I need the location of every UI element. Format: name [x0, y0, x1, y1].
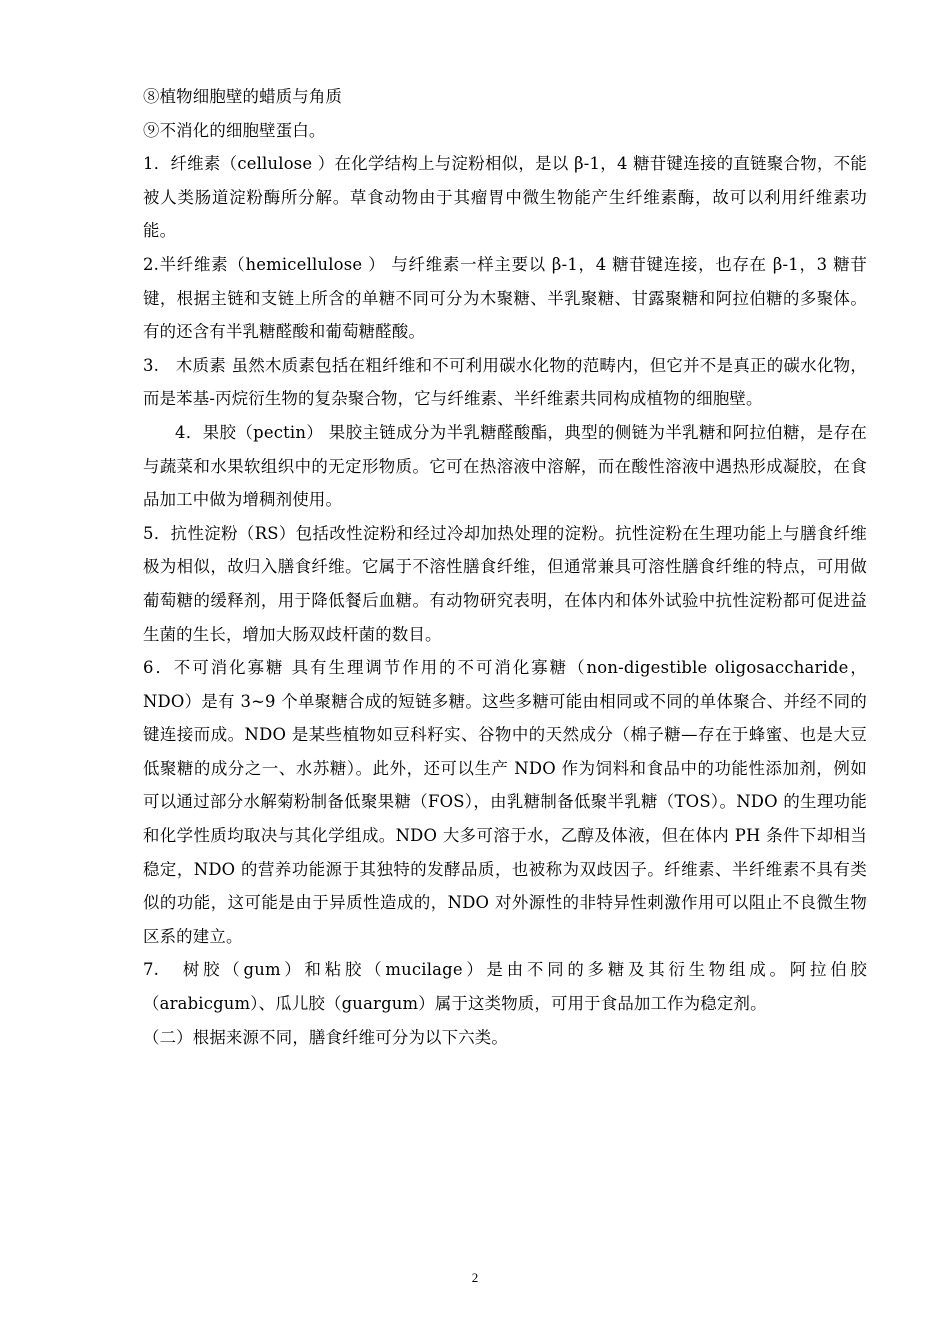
paragraph-pectin: 4．果胶（pectin） 果胶主链成分为半乳糖醛酸酯，典型的侧链为半乳糖和阿拉伯糖，是存在与蔬菜和水果软组织中的无定形物质。它可在热溶液中溶解，而在酸性溶液中遇热形成凝胶，在食品加工中做为增稠剂使用。 — [143, 422, 867, 510]
page-number: 2 — [471, 1270, 479, 1285]
paragraph-gum: 7. 树胶（gum）和粘胶（mucilage）是由不同的多糖及其衍生物组成。阿拉伯胶（arabicgum）、瓜儿胶（guargum）属于这类物质，可用于食品加工作为稳定剂。 — [143, 960, 867, 1014]
paragraph-resistant-starch: 5．抗性淀粉（RS）包括改性淀粉和经过冷却加热处理的淀粉。抗性淀粉在生理功能上与膳食纤维极为相似，故归入膳食纤维。它属于不溶性膳食纤维，但通常兼具可溶性膳食纤维的特点，可用做葡萄糖的缓释剂，用于降低餐后血糖。有动物研究表明，在体内和体外试验中抗性淀粉都可促进益生菌的生长，增加大肠双歧杆菌的数目。 — [143, 523, 867, 644]
paragraph-cellulose: 1．纤维素（cellulose ）在化学结构上与淀粉相似，是以 β-1，4 糖苷键连接的直链聚合物，不能被人类肠道淀粉酶所分解。草食动物由于其瘤胃中微生物能产生纤维素酶，故可以利用纤维素功能。 — [143, 154, 867, 241]
list-item-8: ⑧植物细胞壁的蜡质与角质 — [143, 87, 343, 106]
paragraph-lignin: 3. 木质素 虽然木质素包括在粗纤维和不可利用碳水化物的范畴内，但它并不是真正的碳水化物，而是苯基-丙烷衍生物的复杂聚合物，它与纤维素、半纤维素共同构成植物的细胞壁。 — [143, 355, 867, 409]
section-heading: （二）根据来源不同，膳食纤维可分为以下六类。 — [143, 1027, 508, 1047]
paragraph-ndo: 6．不可消化寡糖 具有生理调节作用的不可消化寡糖（non-digestible oligosaccharide，NDO）是有 3~9 个单聚糖合成的短链多糖。这些多糖可能由相同或不同的单体聚合、并经不同的键连接而成。NDO 是某些植物如豆科籽实、谷物中的天然成分（棉子糖—存在于蜂蜜、也是大豆低聚糖的成分之一、水苏糖）。此外，还可以生产 NDO 作为饲料和食品中的功能性添加剂，例如可以通过部分水解菊粉制备低聚果糖（FOS），由乳糖制备低聚半乳糖（TOS）。NDO 的生理功能和化学性质均取决与其化学组成。NDO 大多可溶于水，乙醇及体液，但在体内 PH 条件下却相当稳定，NDO 的营养功能源于其独特的发酵品质，也被称为双歧因子。纤维素、半纤维素不具有类似的功能，这可能是由于异质性造成的，NDO 对外源性的非特异性刺激作用可以阻止不良微生物区系的建立。 — [143, 658, 867, 946]
list-item-9: ⑨不消化的细胞壁蛋白。 — [143, 120, 326, 140]
body-text — [143, 80, 867, 1054]
paragraph-hemicellulose: 2.半纤维素（hemicellulose ） 与纤维素一样主要以 β-1，4 糖苷键连接，也存在 β-1，3 糖苷键，根据主链和支链上所含的单糖不同可分为木聚糖、半乳聚糖、甘露聚糖和阿拉伯糖的多聚体。有的还含有半乳糖醛酸和葡萄糖醛酸。 — [143, 254, 867, 342]
